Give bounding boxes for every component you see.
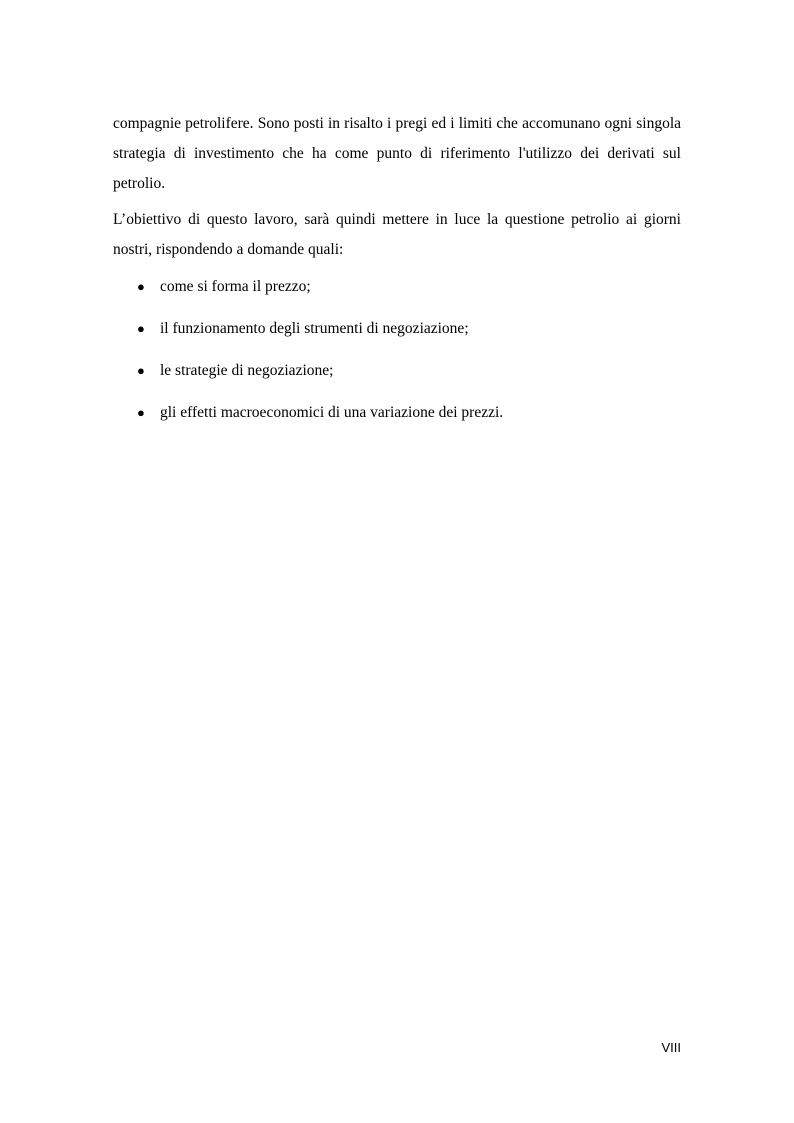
- bullet-icon: ●: [137, 321, 145, 336]
- list-item: [113, 398, 681, 440]
- list-item: [113, 314, 681, 356]
- list-item: [113, 356, 681, 398]
- paragraph-intro: compagnie petrolifere. Sono posti in risalto i pregi ed i limiti che accomunano ogni singola strategia di investimento che ha come punto di riferimento l'utilizzo dei derivati sul petrolio.: [113, 115, 681, 192]
- paragraph-objective: L’obiettivo di questo lavoro, sarà quindi mettere in luce la questione petrolio ai giorni nostri, rispondendo a domande quali:: [113, 211, 681, 258]
- page-number: VIII: [661, 1040, 681, 1055]
- question-list: [113, 272, 681, 440]
- list-item-text: le strategie di negoziazione;: [160, 362, 334, 379]
- bullet-icon: ●: [137, 405, 145, 420]
- list-item: [113, 272, 681, 314]
- bullet-icon: ●: [137, 363, 145, 378]
- list-item-text: come si forma il prezzo;: [160, 278, 311, 295]
- list-item-text: il funzionamento degli strumenti di negoziazione;: [160, 320, 469, 337]
- bullet-icon: ●: [137, 279, 145, 294]
- list-item-text: gli effetti macroeconomici di una variazione dei prezzi.: [160, 404, 504, 421]
